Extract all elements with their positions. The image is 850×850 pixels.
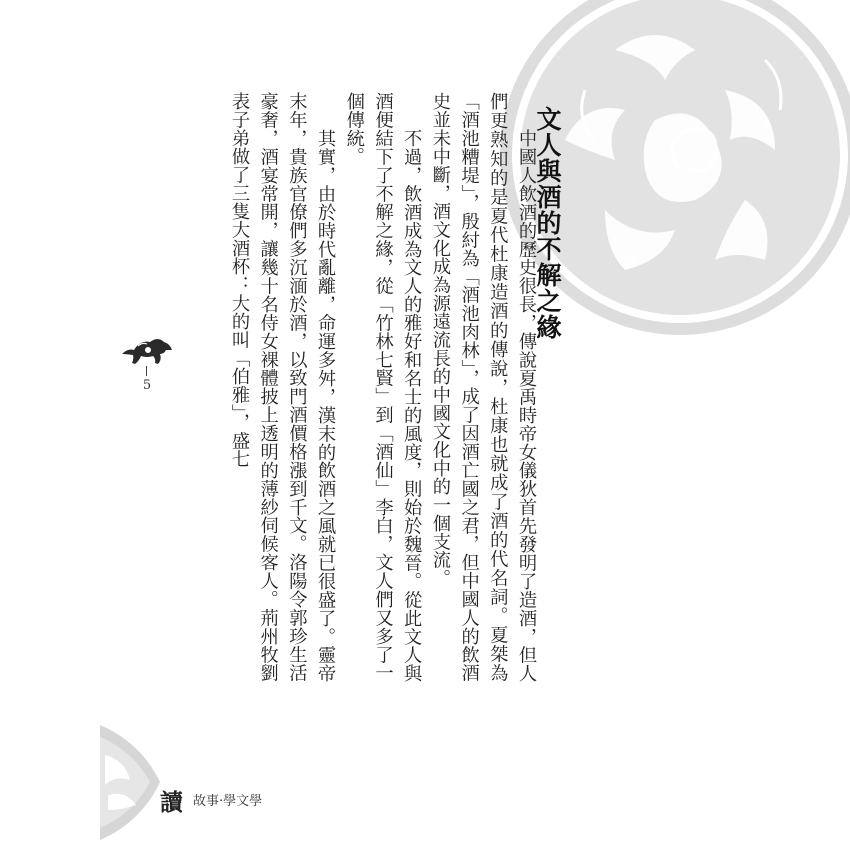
paragraph: 中國人飲酒的歷史很長，傳說夏禹時帝女儀狄首先發明了造酒，但人們更熟知的是夏代杜康造酒的傳說，杜康也就成了酒的代名詞。夏桀為「酒池糟堤」，殷紂為「酒池肉林」，成了因酒亡國之君，但中國人的飲酒史並未中斷，酒文化成為源遠流長的中國文化中的一個支流。 [429, 92, 537, 682]
folio-rule [146, 366, 147, 376]
series-read-char: 讀 [160, 790, 183, 816]
paragraph: 不過，飲酒成為文人的雅好和名士的風度，則始於魏晉。從此文人與酒便結下了不解之緣，從「竹林七賢」到「酒仙」李白，文人們又多了一個傳統。 [343, 92, 423, 682]
page-number: 5 [142, 378, 152, 393]
chapter-title: 文人與酒的不解之緣 [533, 106, 562, 340]
series-name: 故事‧學文學 [193, 794, 263, 809]
galloping-horse-icon [118, 334, 176, 368]
half-medallion-icon [100, 725, 220, 840]
paragraph: 其實，由於時代亂離，命運多舛，漢末的飲酒之風就已很盛了。靈帝末年，貴族官僚們多沉湎於酒，以致門酒價格漲到千文。洛陽令郭珍生活豪奢，酒宴常開，讓幾十名侍女裸體披上透明的薄紗伺候客人。荊州牧劉表子弟做了三隻大酒杯：大的叫「伯雅」，盛七 [228, 92, 337, 682]
body-text [205, 92, 540, 682]
